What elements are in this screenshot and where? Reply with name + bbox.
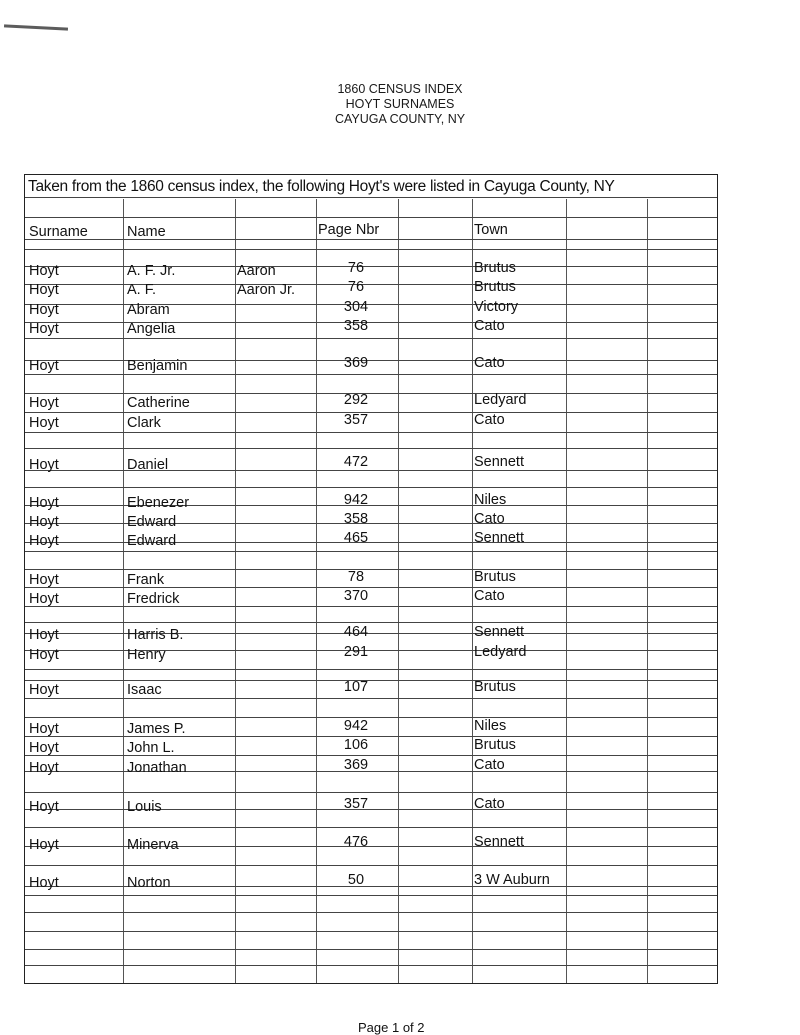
row-divider: [25, 217, 717, 218]
cell-town: Victory: [474, 299, 519, 315]
page-number: Page 1 of 2: [358, 1020, 425, 1035]
census-table: [24, 174, 718, 984]
cell-surname: Hoyt: [29, 415, 59, 431]
cell-page-number: 357: [343, 796, 369, 812]
cell-name: Henry: [127, 647, 166, 663]
cell-page-number: 107: [343, 679, 369, 695]
row-divider: [25, 197, 717, 198]
row-divider: [25, 931, 717, 932]
cell-town: Niles: [474, 718, 507, 734]
cell-surname: Hoyt: [29, 721, 59, 737]
cell-surname: Hoyt: [29, 682, 59, 698]
row-divider: [25, 448, 717, 449]
cell-surname: Hoyt: [29, 495, 59, 511]
cell-town: Brutus: [474, 260, 516, 276]
cell-name: Angelia: [127, 321, 176, 337]
cell-surname: Hoyt: [29, 837, 59, 853]
cell-page-number: 304: [343, 299, 369, 315]
row-divider: [25, 912, 717, 913]
row-divider: [25, 487, 717, 488]
cell-name: Norton: [127, 875, 171, 891]
cell-page-number: 465: [343, 530, 369, 546]
cell-name: Catherine: [127, 395, 190, 411]
cell-town: Sennett: [474, 624, 524, 640]
row-divider: [25, 827, 717, 828]
cell-alternate-name: Aaron: [237, 263, 276, 279]
header-county: CAYUGA COUNTY, NY: [334, 112, 466, 126]
row-divider: [25, 949, 717, 950]
cell-page-number: 106: [343, 737, 369, 753]
cell-town: Brutus: [474, 279, 516, 295]
cell-town: Ledyard: [474, 644, 527, 660]
cell-name: Abram: [127, 302, 170, 318]
column-header-page: Page Nbr: [318, 222, 380, 238]
row-divider: [25, 865, 717, 866]
cell-town: Cato: [474, 588, 505, 604]
cell-page-number: 50: [347, 872, 365, 888]
cell-page-number: 358: [343, 318, 369, 334]
cell-name: Harris B.: [127, 627, 184, 643]
header-subtitle: HOYT SURNAMES: [345, 97, 455, 111]
row-divider: [25, 792, 717, 793]
cell-surname: Hoyt: [29, 875, 59, 891]
cell-page-number: 942: [343, 718, 369, 734]
cell-town: 3 W Auburn: [474, 872, 550, 888]
cell-surname: Hoyt: [29, 514, 59, 530]
header-title: 1860 CENSUS INDEX: [337, 82, 463, 96]
cell-alternate-name: Aaron Jr.: [237, 282, 296, 298]
cell-name: James P.: [127, 721, 186, 737]
cell-surname: Hoyt: [29, 740, 59, 756]
cell-name: Isaac: [127, 682, 162, 698]
cell-surname: Hoyt: [29, 627, 59, 643]
row-divider: [25, 551, 717, 552]
cell-surname: Hoyt: [29, 647, 59, 663]
cell-town: Brutus: [474, 679, 516, 695]
cell-surname: Hoyt: [29, 572, 59, 588]
cell-town: Brutus: [474, 737, 516, 753]
cell-name: Frank: [127, 572, 165, 588]
row-divider: [25, 622, 717, 623]
row-divider: [25, 698, 717, 699]
cell-page-number: 476: [343, 834, 369, 850]
cell-page-number: 357: [343, 412, 369, 428]
cell-surname: Hoyt: [29, 533, 59, 549]
cell-town: Ledyard: [474, 392, 527, 408]
cell-name: Louis: [127, 799, 162, 815]
cell-town: Cato: [474, 757, 505, 773]
cell-page-number: 369: [343, 355, 369, 371]
cell-surname: Hoyt: [29, 395, 59, 411]
cell-page-number: 78: [347, 569, 365, 585]
cell-name: Fredrick: [127, 591, 180, 607]
cell-name: A. F. Jr.: [127, 263, 176, 279]
column-header-name: Name: [127, 224, 166, 240]
row-divider: [25, 249, 717, 250]
cell-surname: Hoyt: [29, 263, 59, 279]
cell-page-number: 370: [343, 588, 369, 604]
cell-name: Clark: [127, 415, 161, 431]
cell-name: Jonathan: [127, 760, 187, 776]
cell-surname: Hoyt: [29, 302, 59, 318]
cell-name: A. F.: [127, 282, 157, 298]
row-divider: [25, 895, 717, 896]
cell-name: Edward: [127, 514, 177, 530]
cell-town: Sennett: [474, 530, 524, 546]
cell-surname: Hoyt: [29, 321, 59, 337]
cell-town: Cato: [474, 511, 505, 527]
scan-mark: [4, 24, 68, 30]
cell-page-number: 76: [347, 260, 365, 276]
row-divider: [25, 374, 717, 375]
row-divider: [25, 669, 717, 670]
column-header-town: Town: [474, 222, 508, 238]
row-divider: [25, 338, 717, 339]
cell-name: Minerva: [127, 837, 179, 853]
cell-name: Edward: [127, 533, 177, 549]
cell-town: Cato: [474, 796, 505, 812]
cell-page-number: 358: [343, 511, 369, 527]
cell-town: Niles: [474, 492, 507, 508]
cell-name: Ebenezer: [127, 495, 190, 511]
cell-surname: Hoyt: [29, 282, 59, 298]
cell-town: Sennett: [474, 834, 524, 850]
row-divider: [25, 432, 717, 433]
column-header-surname: Surname: [29, 224, 88, 240]
cell-page-number: 472: [343, 454, 369, 470]
cell-name: Benjamin: [127, 358, 188, 374]
cell-page-number: 292: [343, 392, 369, 408]
cell-page-number: 942: [343, 492, 369, 508]
cell-surname: Hoyt: [29, 358, 59, 374]
cell-town: Cato: [474, 318, 505, 334]
cell-name: Daniel: [127, 457, 169, 473]
cell-page-number: 464: [343, 624, 369, 640]
table-caption: Taken from the 1860 census index, the following Hoyt's were listed in Cayuga County, NY: [28, 178, 615, 195]
row-divider: [25, 239, 717, 240]
cell-town: Cato: [474, 412, 505, 428]
cell-town: Cato: [474, 355, 505, 371]
cell-surname: Hoyt: [29, 457, 59, 473]
cell-page-number: 291: [343, 644, 369, 660]
cell-page-number: 76: [347, 279, 365, 295]
cell-town: Sennett: [474, 454, 524, 470]
cell-page-number: 369: [343, 757, 369, 773]
cell-surname: Hoyt: [29, 799, 59, 815]
document-header: [0, 82, 800, 127]
cell-surname: Hoyt: [29, 591, 59, 607]
cell-town: Brutus: [474, 569, 516, 585]
cell-name: John L.: [127, 740, 175, 756]
row-divider: [25, 965, 717, 966]
cell-surname: Hoyt: [29, 760, 59, 776]
